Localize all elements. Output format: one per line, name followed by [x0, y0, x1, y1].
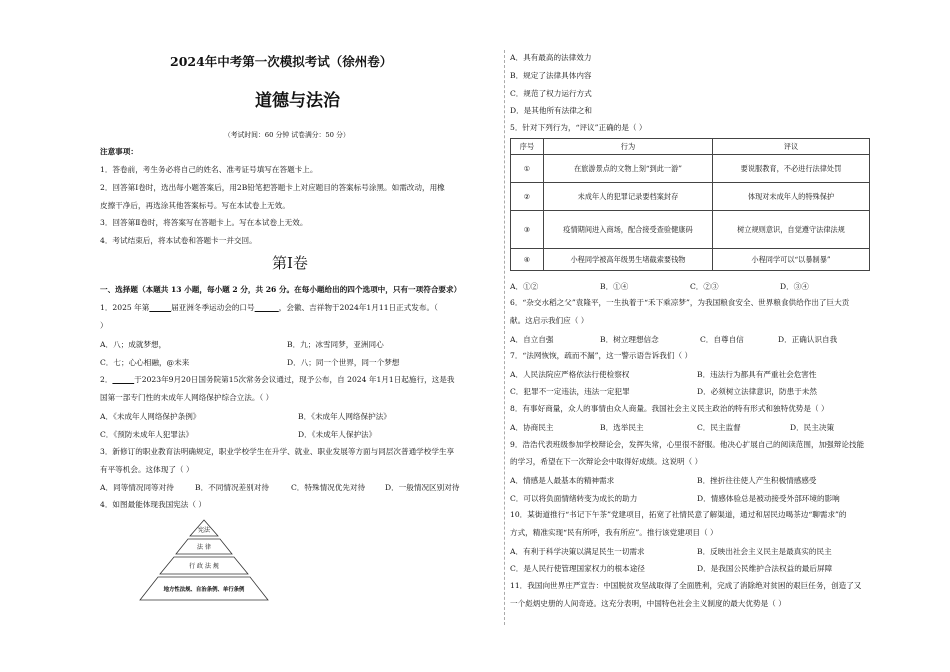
- question-10-option-a[interactable]: A．有利于科学决策以满足民生一切需求: [510, 547, 645, 556]
- question-7-option-a[interactable]: A．人民法院应严格依法行使检察权: [510, 370, 630, 379]
- notice-item: 皮擦干净后，再选涂其他答案标号。写在本试卷上无效。: [100, 201, 290, 210]
- notice-item: 4．考试结束后，将本试卷和答题卡一并交回。: [100, 236, 257, 245]
- table-cell: 体现对未成年人的特殊保护: [713, 183, 870, 211]
- question-11-stem-cont: 一个彪炳史册的人间奇迹。这充分表明，中国特色社会主义制度的最大优势是（ ）: [510, 599, 786, 608]
- table-cell: 在旅游景点的文物上刻“到此一游”: [544, 155, 713, 183]
- question-4-option-b[interactable]: B．规定了法律具体内容: [510, 71, 592, 80]
- table-cell: ①: [511, 155, 544, 183]
- question-1-option-c[interactable]: C．七；心心相融，@未来: [100, 358, 190, 367]
- question-1-option-d[interactable]: D．八；同一个世界，同一个梦想: [287, 358, 400, 367]
- question-5-stem: 5．针对下列行为，“评议”正确的是（ ）: [510, 123, 647, 132]
- table-cell: 树立规则意识，自觉遵守法律法规: [713, 211, 870, 249]
- question-3-option-a[interactable]: A．同等情况同等对待: [100, 483, 174, 492]
- notice-item: 3．回答第Ⅱ卷时，将答案写在答题卡上。写在本试卷上无效。: [100, 218, 308, 227]
- question-7-stem: 7．“法网恢恢，疏而不漏”，这一警示语告诉我们（ ）: [510, 351, 693, 360]
- table-cell: 小程同学被高年级男生堵截索要钱物: [544, 249, 713, 271]
- question-2-stem: 2． 于2023年9月20日国务院第15次常务会议通过，现予公布，自 2024 年1月1日起施行，这是我: [100, 375, 455, 384]
- question-6-stem-cont: 献。这启示我们应（ ）: [510, 316, 589, 325]
- table-header: 序号: [511, 139, 544, 155]
- question-2-option-c[interactable]: C．《预防未成年人犯罪法》: [100, 430, 194, 439]
- question-2-option-d[interactable]: D．《未成年人保护法》: [298, 430, 377, 439]
- question-4-option-c[interactable]: C．规范了权力运行方式: [510, 89, 592, 98]
- question-4-option-d[interactable]: D．是其他所有法律之和: [510, 106, 593, 115]
- table-cell: 小程同学可以“以暴制暴”: [713, 249, 870, 271]
- table-cell: ④: [511, 249, 544, 271]
- question-3-option-c[interactable]: C．特殊情况优先对待: [291, 483, 366, 492]
- question-1-stem: 1．2025 年第 届亚洲冬季运动会的口号 ，会徽、吉祥物于2024年1月11日正式发布。（: [100, 303, 438, 312]
- question-3-stem: 3．新修订的职业教育法明确规定，职业学校学生在升学、就业、职业发展等方面与同层次普通学校学生享: [100, 447, 455, 456]
- question-1-stem-cont: ）: [100, 321, 108, 330]
- table-cell: 疫情期间进入商场，配合接受查验健康码: [544, 211, 713, 249]
- table-header: 行为: [544, 139, 713, 155]
- pyramid-label-admin-regulation: 行 政 法 规: [189, 563, 219, 570]
- question-5-option-a[interactable]: A．①②: [510, 282, 539, 291]
- table-row: [511, 211, 870, 249]
- volume-title: 第Ⅰ卷: [272, 254, 308, 272]
- blank-underline: [112, 375, 134, 384]
- question-7-option-d[interactable]: D．必须树立法律意识，防患于未然: [697, 387, 817, 396]
- question-10-stem: 10．某街道推行“书记下午茶”党建项目，拓宽了社情民意了解渠道，通过和居民边喝茶边“聊需求”的: [510, 510, 847, 519]
- pyramid-label-local-regulation: 地方性法规、自治条例、单行条例: [163, 587, 245, 593]
- question-8-stem: 8．有事好商量，众人的事情由众人商量。我国社会主义民主政治的特有形式和独特优势是（ ）: [510, 404, 829, 413]
- question-10-option-d[interactable]: D．是我国公民维护合法权益的最后屏障: [697, 564, 833, 573]
- question-11-stem: 11．我国向世界庄严宣告：中国脱贫攻坚战取得了全面胜利，完成了消除绝对贫困的艰巨任务，创造了又: [510, 581, 862, 590]
- blank-underline: [149, 303, 171, 312]
- question-1-option-a[interactable]: A．八；成就梦想，: [100, 340, 167, 349]
- question-9-stem: 9．浩浩代表班级参加学校辩论会，发挥失常，心里很不舒服。他决心扩展自己的阅读范围，加强辩论技能: [510, 440, 865, 449]
- question-9-option-c[interactable]: C．可以将负面情绪转变为成长的助力: [510, 494, 638, 503]
- table-row: [511, 155, 870, 183]
- table-header-row: [511, 139, 870, 155]
- table-row: [511, 249, 870, 271]
- question-2-option-a[interactable]: A．《未成年人网络保护条例》: [100, 412, 201, 421]
- exam-title: 2024年中考第一次模拟考试（徐州卷）: [170, 54, 393, 69]
- question-5-table: [510, 138, 870, 271]
- question-6-option-b[interactable]: B．树立理想信念: [600, 335, 659, 344]
- notice-item: 1．答卷前，考生务必将自己的姓名、准考证号填写在答题卡上。: [100, 165, 318, 174]
- column-divider: [504, 50, 505, 625]
- pyramid-label-constitution: 宪法: [197, 527, 211, 534]
- question-6-option-a[interactable]: A．自立自强: [510, 335, 554, 344]
- notice-title: 注意事项：: [100, 147, 138, 156]
- question-9-stem-cont: 的学习，希望在下一次辩论会中取得好成绩。这说明（ ）: [510, 457, 703, 466]
- question-5-option-c[interactable]: C．②③: [690, 282, 719, 291]
- subject-title: 道德与法治: [255, 91, 340, 111]
- question-2-option-b[interactable]: B．《未成年人网络保护法》: [298, 412, 391, 421]
- question-3-stem-cont: 有平等机会。这体现了（ ）: [100, 465, 194, 474]
- question-6-option-c[interactable]: C．自尊自信: [700, 335, 744, 344]
- question-5-option-b[interactable]: B．①④: [600, 282, 629, 291]
- table-cell: 未成年人的犯罪记录要档案封存: [544, 183, 713, 211]
- question-6-option-d[interactable]: D．正确认识自我: [778, 335, 838, 344]
- question-3-option-d[interactable]: D．一般情况区别对待: [385, 483, 460, 492]
- question-7-option-b[interactable]: B．违法行为都具有严重社会危害性: [697, 370, 817, 379]
- question-5-option-d[interactable]: D．③④: [780, 282, 809, 291]
- question-10-stem-cont: 方式，精准实现“民有所呼，我有所应”。推行该党建项目（ ）: [510, 528, 718, 537]
- notice-item: 2．回答第Ⅰ卷时，选出每小题答案后，用2B铅笔把答题卡上对应题目的答案标号涂黑。如需改动，用橡: [100, 183, 445, 192]
- question-6-stem: 6．“杂交水稻之父”袁隆平，一生执着于“禾下乘凉梦”，为我国粮食安全、世界粮食供给作出了巨大贡: [510, 298, 850, 307]
- question-3-option-b[interactable]: B．不同情况差别对待: [195, 483, 269, 492]
- table-cell: ③: [511, 211, 544, 249]
- question-9-option-b[interactable]: B．挫折往往使人产生积极情感感受: [697, 476, 817, 485]
- question-9-option-a[interactable]: A．情感是人最基本的精神需求: [510, 476, 615, 485]
- question-4-option-a[interactable]: A．具有最高的法律效力: [510, 53, 592, 62]
- question-10-option-c[interactable]: C．是人民行使管理国家权力的根本途径: [510, 564, 645, 573]
- question-8-option-b[interactable]: B．选举民主: [600, 423, 644, 432]
- question-8-option-c[interactable]: C．民主监督: [697, 423, 741, 432]
- table-row: [511, 183, 870, 211]
- table-cell: 要说服教育，不必进行法律处罚: [713, 155, 870, 183]
- pyramid-label-law: 法 律: [197, 544, 211, 551]
- table-header: 评议: [713, 139, 870, 155]
- question-8-option-a[interactable]: A．协商民主: [510, 423, 554, 432]
- question-8-option-d[interactable]: D．民主决策: [790, 423, 835, 432]
- legal-hierarchy-pyramid: [128, 518, 280, 604]
- question-1-option-b[interactable]: B．九；冰雪同梦，亚洲同心: [287, 340, 384, 349]
- exam-time-info: （考试时间：60 分钟 试卷满分：50 分）: [224, 131, 350, 139]
- question-10-option-b[interactable]: B．反映出社会主义民主是最真实的民主: [697, 547, 832, 556]
- question-7-option-c[interactable]: C．犯罪不一定违法，违法一定犯罪: [510, 387, 630, 396]
- question-4-stem: 4．如图最能体现我国宪法（ ）: [100, 500, 206, 509]
- table-cell: ②: [511, 183, 544, 211]
- section-title: 一、选择题（本题共 13 小题，每小题 2 分，共 26 分。在每小题给出的四个选项中，只有一项符合要求）: [100, 285, 462, 294]
- question-2-stem-cont: 国第一部专门性的未成年人网络保护综合立法。（ ）: [100, 393, 274, 402]
- blank-underline: [255, 303, 279, 312]
- question-9-option-d[interactable]: D．情感体验总是被动接受外部环境的影响: [697, 494, 840, 503]
